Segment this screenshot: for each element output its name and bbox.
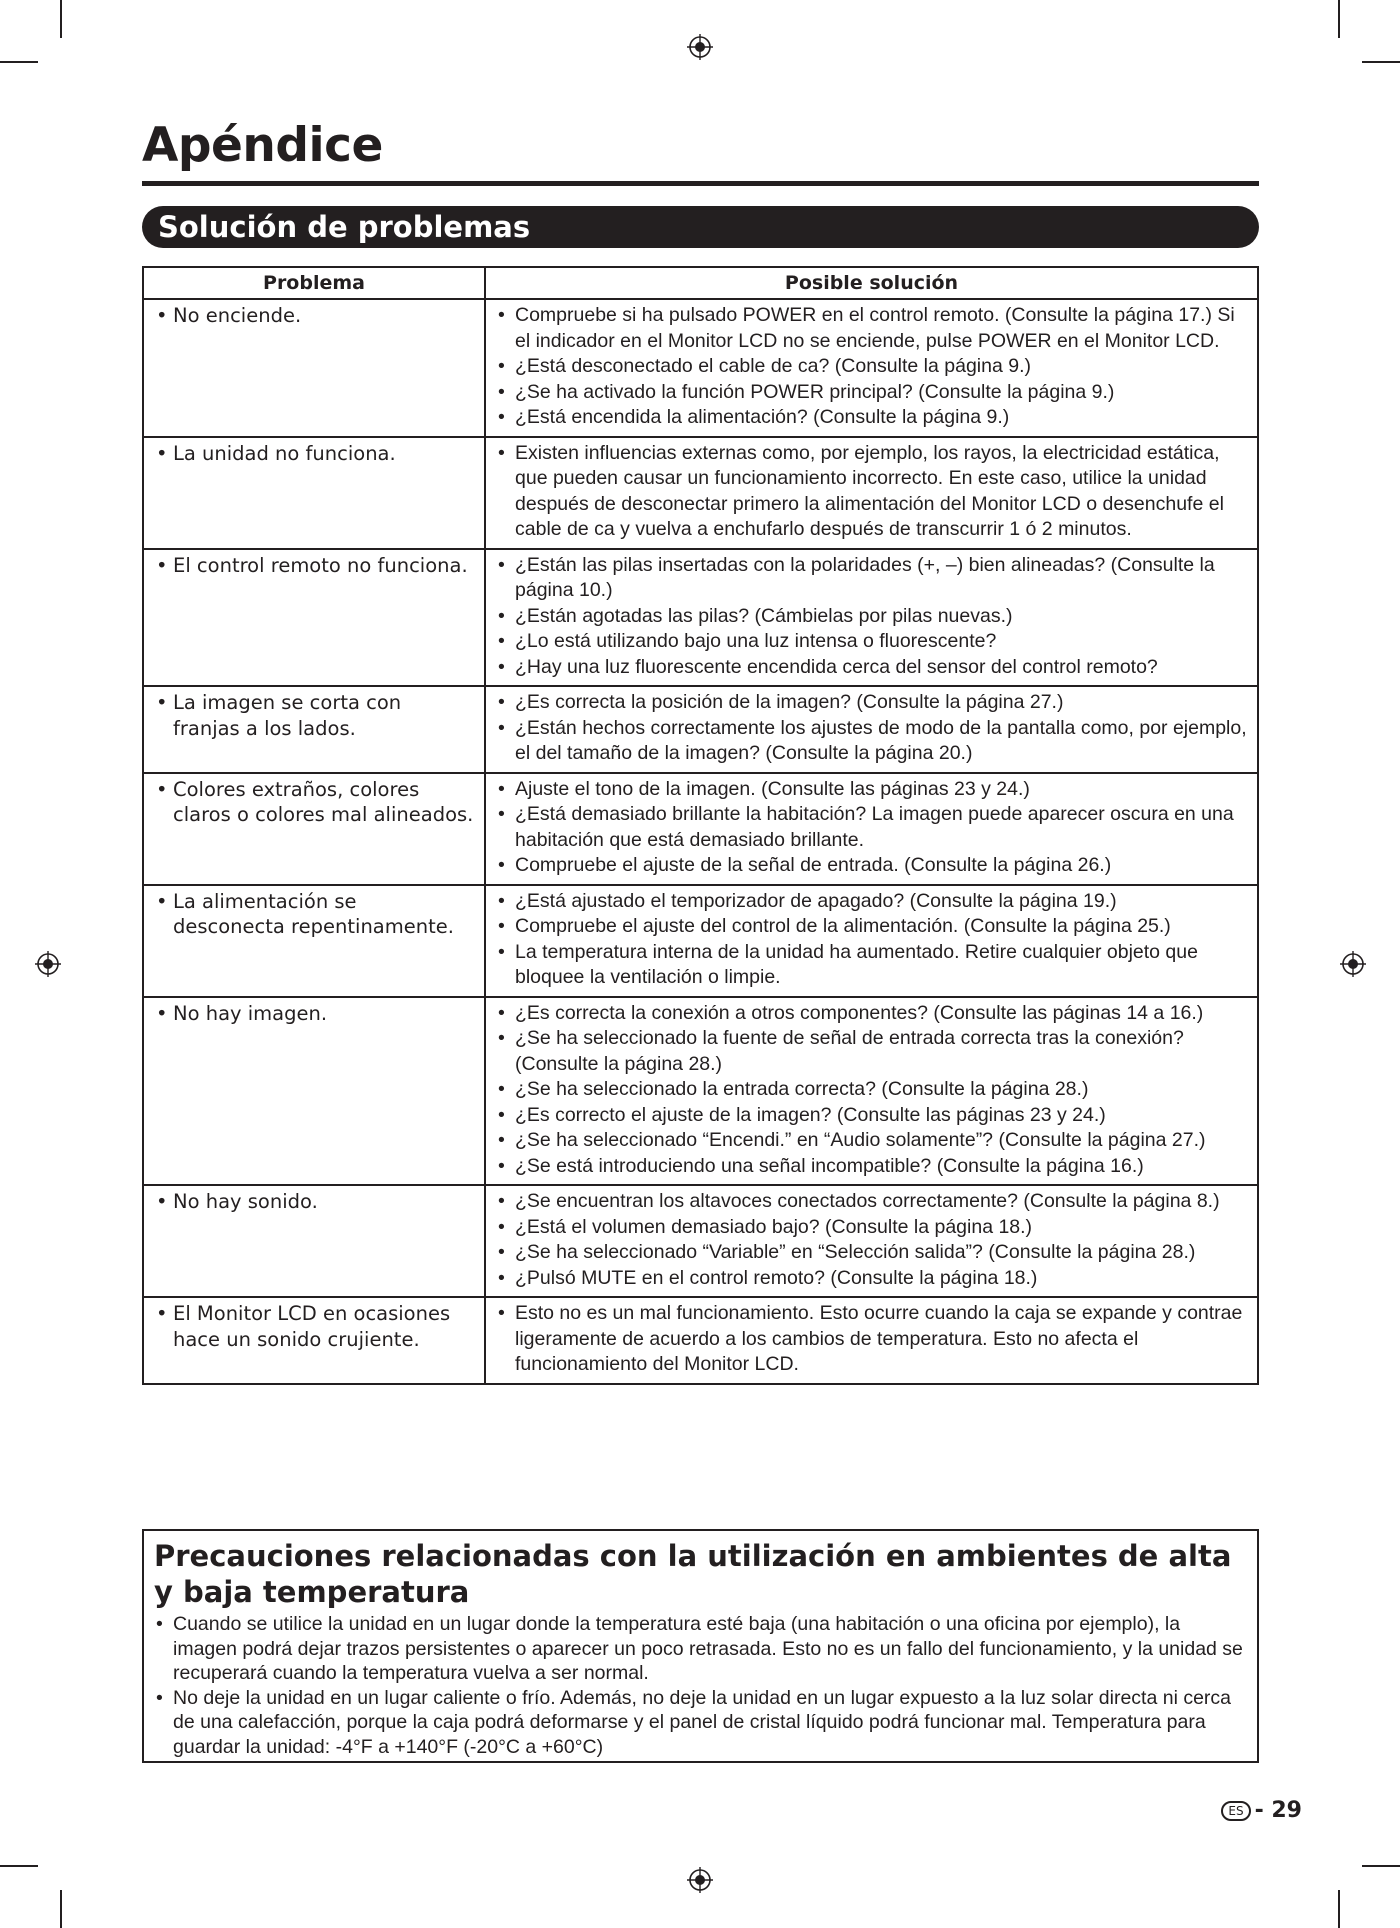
precautions-list (154, 1612, 1247, 1759)
page-number: 29 (1271, 1798, 1302, 1823)
page-title: Apéndice (142, 118, 383, 173)
solution-list (496, 777, 1247, 879)
problem-cell (143, 299, 485, 437)
solution-item: • ¿Está encendida la alimentación? (Consulte la página 9.) (496, 405, 1247, 431)
solution-item: • ¿Están agotadas las pilas? (Cámbielas por pilas nuevas.) (496, 604, 1247, 630)
problem-cell (143, 997, 485, 1186)
solution-list (496, 303, 1247, 431)
problem-text: • No hay imagen. (154, 1001, 474, 1027)
solution-item: • ¿Está demasiado brillante la habitación? La imagen puede aparecer oscura en una habitación que está demasiado brillante. (496, 802, 1247, 853)
solution-item: • Existen influencias externas como, por ejemplo, los rayos, la electricidad estática, que pueden causar un funcionamiento incorrecto. En este caso, utilice la unidad después de desconectar primero la alimentación del Monitor LCD o desenchufe el cable de ca y vuelva a enchufarlo después de transcurrir 1 ó 2 minutos. (496, 441, 1247, 543)
problem-text: • La unidad no funciona. (154, 441, 474, 467)
solution-item: • ¿Se ha seleccionado la entrada correcta? (Consulte la página 28.) (496, 1077, 1247, 1103)
problem-text: • La imagen se corta con franjas a los lados. (154, 690, 474, 741)
solution-item: • ¿Están hechos correctamente los ajustes de modo de la pantalla como, por ejemplo, el del tamaño de la imagen? (Consulte la página 20.) (496, 716, 1247, 767)
solution-item: • ¿Se encuentran los altavoces conectados correctamente? (Consulte la página 8.) (496, 1189, 1247, 1215)
solution-item: • Compruebe si ha pulsado POWER en el control remoto. (Consulte la página 17.) Si el indicador en el Monitor LCD no se enciende, pulse POWER en el Monitor LCD. (496, 303, 1247, 354)
solution-item: • ¿Se ha seleccionado la fuente de señal de entrada correcta tras la conexión? (Consulte la página 28.) (496, 1026, 1247, 1077)
solution-cell (485, 686, 1258, 773)
list-item: • No deje la unidad en un lugar caliente o frío. Además, no deje la unidad en un lugar expuesto a la luz solar directa ni cerca de una calefacción, porque la caja podrá deformarse y el panel de cristal líquido podrá funcionar mal. Temperatura para guardar la unidad: -4°F a +140°F (-20°C a +60°C) (154, 1686, 1247, 1760)
page-footer (1221, 1798, 1302, 1823)
problem-cell (143, 437, 485, 549)
solution-list (496, 1001, 1247, 1180)
solution-column-header: Posible solución (485, 267, 1258, 299)
solution-list (496, 553, 1247, 681)
precautions-box (142, 1529, 1259, 1763)
solution-cell (485, 1185, 1258, 1297)
table-row (143, 437, 1258, 549)
solution-item: • ¿Lo está utilizando bajo una luz intensa o fluorescente? (496, 629, 1247, 655)
problem-column-header: Problema (143, 267, 485, 299)
problem-list (154, 1301, 474, 1352)
solution-item: • ¿Está desconectado el cable de ca? (Consulte la página 9.) (496, 354, 1247, 380)
solution-list (496, 1189, 1247, 1291)
problem-text: • No enciende. (154, 303, 474, 329)
problem-text: • No hay sonido. (154, 1189, 474, 1215)
precautions-title: Precauciones relacionadas con la utilización en ambientes de alta y baja temperatura (154, 1539, 1232, 1609)
solution-cell (485, 437, 1258, 549)
solution-cell (485, 885, 1258, 997)
solution-list (496, 889, 1247, 991)
table-row (143, 299, 1258, 437)
solution-item: • ¿Es correcta la conexión a otros componentes? (Consulte las páginas 14 a 16.) (496, 1001, 1247, 1027)
page-separator: - (1254, 1798, 1264, 1823)
table-row (143, 686, 1258, 773)
problem-list (154, 303, 474, 329)
problem-text: • Colores extraños, colores claros o colores mal alineados. (154, 777, 474, 828)
registration-mark-icon (1340, 951, 1366, 977)
problem-cell (143, 1297, 485, 1384)
solution-item: • ¿Pulsó MUTE en el control remoto? (Consulte la página 18.) (496, 1266, 1247, 1292)
solution-item: • La temperatura interna de la unidad ha aumentado. Retire cualquier objeto que bloquee la ventilación o limpie. (496, 940, 1247, 991)
problem-text: • La alimentación se desconecta repentinamente. (154, 889, 474, 940)
problem-cell (143, 1185, 485, 1297)
section-title: Solución de problemas (158, 210, 531, 244)
solution-item: • ¿Hay una luz fluorescente encendida cerca del sensor del control remoto? (496, 655, 1247, 681)
problem-cell (143, 885, 485, 997)
solution-item: • ¿Es correcta la posición de la imagen? (Consulte la página 27.) (496, 690, 1247, 716)
solution-item: • Ajuste el tono de la imagen. (Consulte las páginas 23 y 24.) (496, 777, 1247, 803)
solution-item: • ¿Está ajustado el temporizador de apagado? (Consulte la página 19.) (496, 889, 1247, 915)
solution-item: • Compruebe el ajuste del control de la alimentación. (Consulte la página 25.) (496, 914, 1247, 940)
solution-item: • ¿Está el volumen demasiado bajo? (Consulte la página 18.) (496, 1215, 1247, 1241)
solution-cell (485, 997, 1258, 1186)
problem-cell (143, 686, 485, 773)
troubleshooting-table (142, 266, 1259, 1385)
problem-list (154, 441, 474, 467)
problem-cell (143, 549, 485, 687)
list-item: • Cuando se utilice la unidad en un lugar donde la temperatura esté baja (una habitación o una oficina por ejemplo), la imagen podrá dejar trazos persistentes o aparecer un poco retrasada. Esto no es un fallo del funcionamiento, y la unidad se recuperará cuando la temperatura vuelva a ser normal. (154, 1612, 1247, 1686)
solution-item: • ¿Es correcto el ajuste de la imagen? (Consulte las páginas 23 y 24.) (496, 1103, 1247, 1129)
solution-cell (485, 299, 1258, 437)
solution-list (496, 690, 1247, 767)
language-badge: ES (1221, 1801, 1250, 1821)
table-row (143, 997, 1258, 1186)
problem-list (154, 690, 474, 741)
section-header (142, 206, 1259, 248)
problem-text: • El control remoto no funciona. (154, 553, 474, 579)
problem-cell (143, 773, 485, 885)
problem-text: • El Monitor LCD en ocasiones hace un sonido crujiente. (154, 1301, 474, 1352)
table-row (143, 1297, 1258, 1384)
solution-item: • Esto no es un mal funcionamiento. Esto ocurre cuando la caja se expande y contrae ligeramente de acuerdo a los cambios de temperatura. Esto no afecta el funcionamiento del Monitor LCD. (496, 1301, 1247, 1378)
problem-list (154, 777, 474, 828)
problem-list (154, 889, 474, 940)
solution-item: • ¿Se ha activado la función POWER principal? (Consulte la página 9.) (496, 380, 1247, 406)
table-row (143, 549, 1258, 687)
problem-list (154, 1001, 474, 1027)
table-row (143, 773, 1258, 885)
registration-mark-icon (35, 951, 61, 977)
solution-cell (485, 1297, 1258, 1384)
solution-item: • ¿Se ha seleccionado “Encendi.” en “Audio solamente”? (Consulte la página 27.) (496, 1128, 1247, 1154)
table-header-row (143, 267, 1258, 299)
title-rule (142, 181, 1259, 186)
solution-item: • ¿Están las pilas insertadas con la polaridades (+, –) bien alineadas? (Consulte la página 10.) (496, 553, 1247, 604)
solution-item: • ¿Se está introduciendo una señal incompatible? (Consulte la página 16.) (496, 1154, 1247, 1180)
solution-cell (485, 773, 1258, 885)
problem-list (154, 1189, 474, 1215)
solution-list (496, 1301, 1247, 1378)
problem-list (154, 553, 474, 579)
solution-list (496, 441, 1247, 543)
registration-mark-icon (687, 34, 713, 60)
solution-item: • Compruebe el ajuste de la señal de entrada. (Consulte la página 26.) (496, 853, 1247, 879)
solution-cell (485, 549, 1258, 687)
table-row (143, 1185, 1258, 1297)
table-row (143, 885, 1258, 997)
solution-item: • ¿Se ha seleccionado “Variable” en “Selección salida”? (Consulte la página 28.) (496, 1240, 1247, 1266)
registration-mark-icon (687, 1867, 713, 1893)
